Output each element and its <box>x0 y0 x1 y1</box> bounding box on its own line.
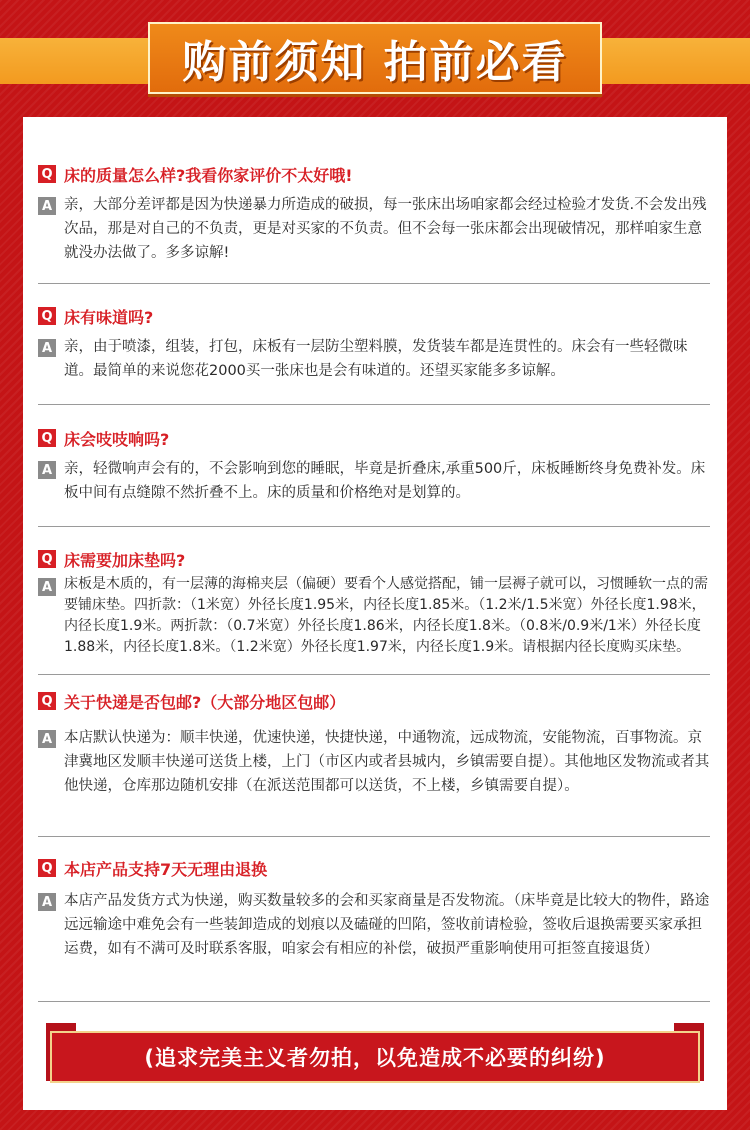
question-icon: Q <box>38 165 56 183</box>
divider <box>38 1001 710 1002</box>
faq-item-returns <box>38 857 710 961</box>
answer-icon: A <box>38 461 56 479</box>
divider <box>38 283 710 284</box>
answer-row <box>38 193 710 265</box>
faq-item-quality <box>38 163 710 265</box>
answer-icon: A <box>38 578 56 596</box>
divider <box>38 526 710 527</box>
question-icon: Q <box>38 859 56 877</box>
question-text: 床会吱吱响吗? <box>64 429 170 449</box>
answer-text: 亲，由于喷漆，组装，打包，床板有一层防尘塑料膜，发货装车都是连贯性的。床会有一些轻微味道。最简单的来说您花2000买一张床也是会有味道的。还望买家能多多谅解。 <box>64 339 688 379</box>
faq-item-mattress <box>38 548 710 658</box>
question-text: 床的质量怎么样?我看你家评价不太好哦! <box>64 165 353 185</box>
answer-text: 床板是木质的，有一层薄的海棉夹层（偏硬）要看个人感觉搭配，铺一层褥子就可以，习惯睡软一点的需要铺床垫。四折款：（1米宽）外径长度1.95米，内径长度1.85米。（1.2米/1.5米宽）外径长度1.98米，内径长度1.9米。两折款：（0.7米宽）外径长度1.86米，内径长度1.8米。（0.8米/0.9米/1米）外径长度1.88米，内径长度1.8米。（1.2米宽）外径长度1.97米，内径长度1.9米。请根据内径长度购买床垫。 <box>64 576 708 655</box>
answer-row <box>38 889 710 961</box>
faq-item-shipping <box>38 690 710 798</box>
page-title: 购前须知 拍前必看 <box>182 37 568 88</box>
question-icon: Q <box>38 692 56 710</box>
footer-text: (追求完美主义者勿拍，以免造成不必要的纠纷) <box>144 1046 606 1070</box>
answer-icon: A <box>38 893 56 911</box>
question-row <box>38 690 710 712</box>
question-row <box>38 857 710 879</box>
answer-icon: A <box>38 730 56 748</box>
divider <box>38 674 710 675</box>
question-icon: Q <box>38 429 56 447</box>
answer-row <box>38 574 710 658</box>
question-row <box>38 163 710 185</box>
answer-row <box>38 457 710 505</box>
divider <box>38 404 710 405</box>
question-text: 本店产品支持7天无理由退换 <box>64 859 268 879</box>
answer-text: 本店默认快递为：顺丰快递，优速快递，快捷快递，中通物流，远成物流，安能物流，百事物流。京津冀地区发顺丰快递可送货上楼，上门（市区内或者县城内，乡镇需要自提）。其他地区发物流或者其他快递，仓库那边随机安排（在派送范围都可以送货，不上楼，乡镇需要自提）。 <box>64 730 710 794</box>
question-row <box>38 427 710 449</box>
question-text: 床需要加床垫吗? <box>64 550 186 570</box>
header-title-box <box>148 22 602 94</box>
faq-card <box>23 117 727 1110</box>
answer-row <box>38 726 710 798</box>
answer-row <box>38 335 710 383</box>
faq-item-smell <box>38 305 710 383</box>
question-row <box>38 305 710 327</box>
question-text: 关于快递是否包邮?（大部分地区包邮） <box>64 692 346 712</box>
faq-item-squeak <box>38 427 710 505</box>
answer-text: 亲，大部分差评都是因为快递暴力所造成的破损，每一张床出场咱家都会经过检验才发货.不会发出残次品，那是对自己的不负责，更是对买家的不负责。但不会每一张床都会出现破情况，那样咱家生意就没办法做了。多多谅解! <box>64 197 707 261</box>
question-row <box>38 548 710 570</box>
question-text: 床有味道吗? <box>64 307 154 327</box>
answer-icon: A <box>38 197 56 215</box>
question-icon: Q <box>38 307 56 325</box>
divider <box>38 836 710 837</box>
footer-banner <box>50 1031 700 1083</box>
answer-text: 亲，轻微响声会有的，不会影响到您的睡眠，毕竟是折叠床,承重500斤，床板睡断终身免费补发。床板中间有点缝隙不然折叠不上。床的质量和价格绝对是划算的。 <box>64 461 706 501</box>
answer-text: 本店产品发货方式为快递，购买数量较多的会和买家商量是否发物流。（床毕竟是比较大的物件，路途远远输途中难免会有一些装卸造成的划痕以及磕碰的凹陷，签收前请检验，签收后退换需要买家承担运费，如有不满可及时联系客服，咱家会有相应的补偿，破损严重影响使用可拒签直接退货） <box>64 893 710 957</box>
answer-icon: A <box>38 339 56 357</box>
question-icon: Q <box>38 550 56 568</box>
